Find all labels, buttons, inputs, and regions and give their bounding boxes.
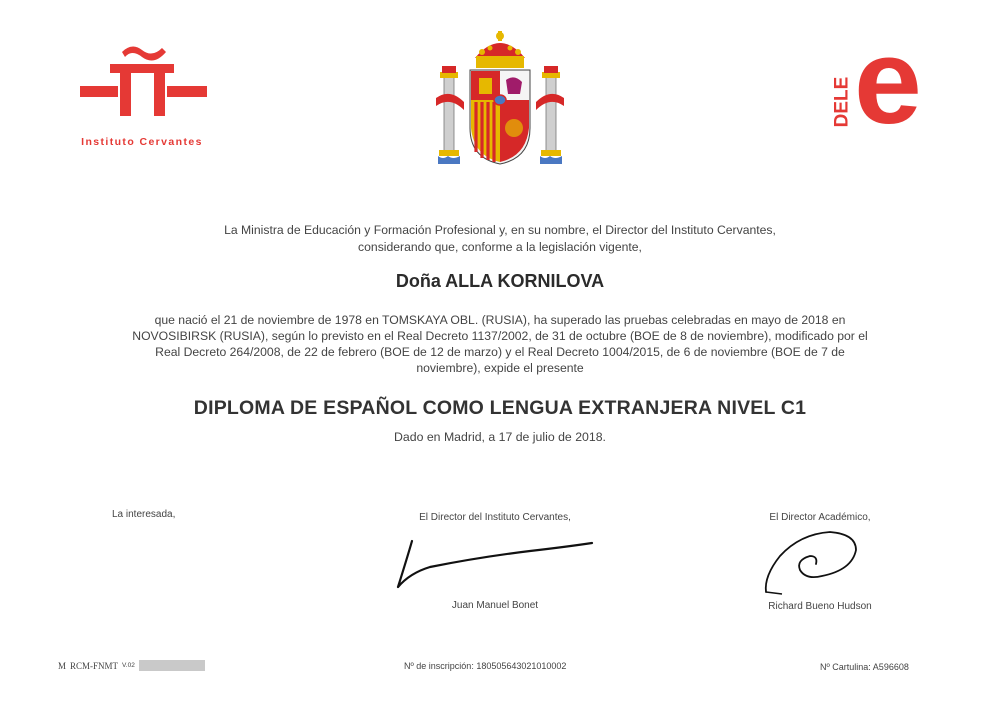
dele-logo: [826, 13, 946, 160]
dele-e-letter: e: [854, 13, 922, 149]
fnmt-version: V.02: [122, 662, 135, 669]
registration-number: Nº de inscripción: 180505643021010002: [404, 661, 567, 671]
cervantes-emblem-icon: [70, 40, 220, 120]
director-name: Juan Manuel Bonet: [451, 600, 539, 611]
pillar-left-icon: [438, 66, 460, 164]
intro-paragraph: La Ministra de Educación y Formación Profesional y, en su nombre, el Director del Instituto Cervantes, considerando que, conforme a la legislación vigente,: [224, 223, 776, 254]
body-paragraph: que nació el 21 de noviembre de 1978 en TOMSKAYA OBL. (RUSIA), ha superado las pruebas celebradas en mayo de 2018 en NOVOSIBIRSK (RUSIA), según lo previsto en el Real Decreto 1137/2002, de 31 de octubre (BOE de 8 de noviembre), modificado por el Real Decreto 264/2008, de 22 de febrero (BOE de 12 de marzo) y el Real Decreto 1004/2015, de 6 de noviembre (BOE de 7 de noviembre), expide el presente: [132, 313, 868, 375]
redacted-code: [139, 660, 205, 671]
fnmt-text: RCM-FNMT: [70, 660, 119, 671]
cervantes-logo-text: Instituto Cervantes: [81, 136, 203, 148]
spain-coat-of-arms-icon: [430, 28, 570, 168]
academic-label: El Director Académico,: [769, 512, 871, 523]
director-signature-icon: [390, 535, 600, 595]
diploma-title: DIPLOMA DE ESPAÑOL COMO LENGUA EXTRANJERA NIVEL C1: [193, 397, 807, 419]
shield-icon: [470, 70, 530, 164]
dele-vertical-text: DELE: [831, 76, 852, 128]
pillar-right-icon: [540, 66, 562, 164]
date-place: Dado en Madrid, a 17 de julio de 2018.: [394, 430, 606, 444]
instituto-cervantes-logo: [62, 40, 222, 150]
crown-icon: [475, 31, 525, 68]
recipient-name: Doña ALLA KORNILOVA: [395, 271, 605, 291]
holder-label: La interesada,: [112, 509, 176, 520]
fnmt-mark: [58, 660, 205, 671]
director-label: El Director del Instituto Cervantes,: [419, 512, 571, 523]
coat-of-arms: [430, 28, 570, 168]
fnmt-logo-icon: M: [58, 660, 67, 671]
academic-name: Richard Bueno Hudson: [768, 601, 872, 612]
academic-signature-icon: [760, 528, 870, 600]
card-number: Nº Cartulina: A596608: [820, 662, 909, 672]
